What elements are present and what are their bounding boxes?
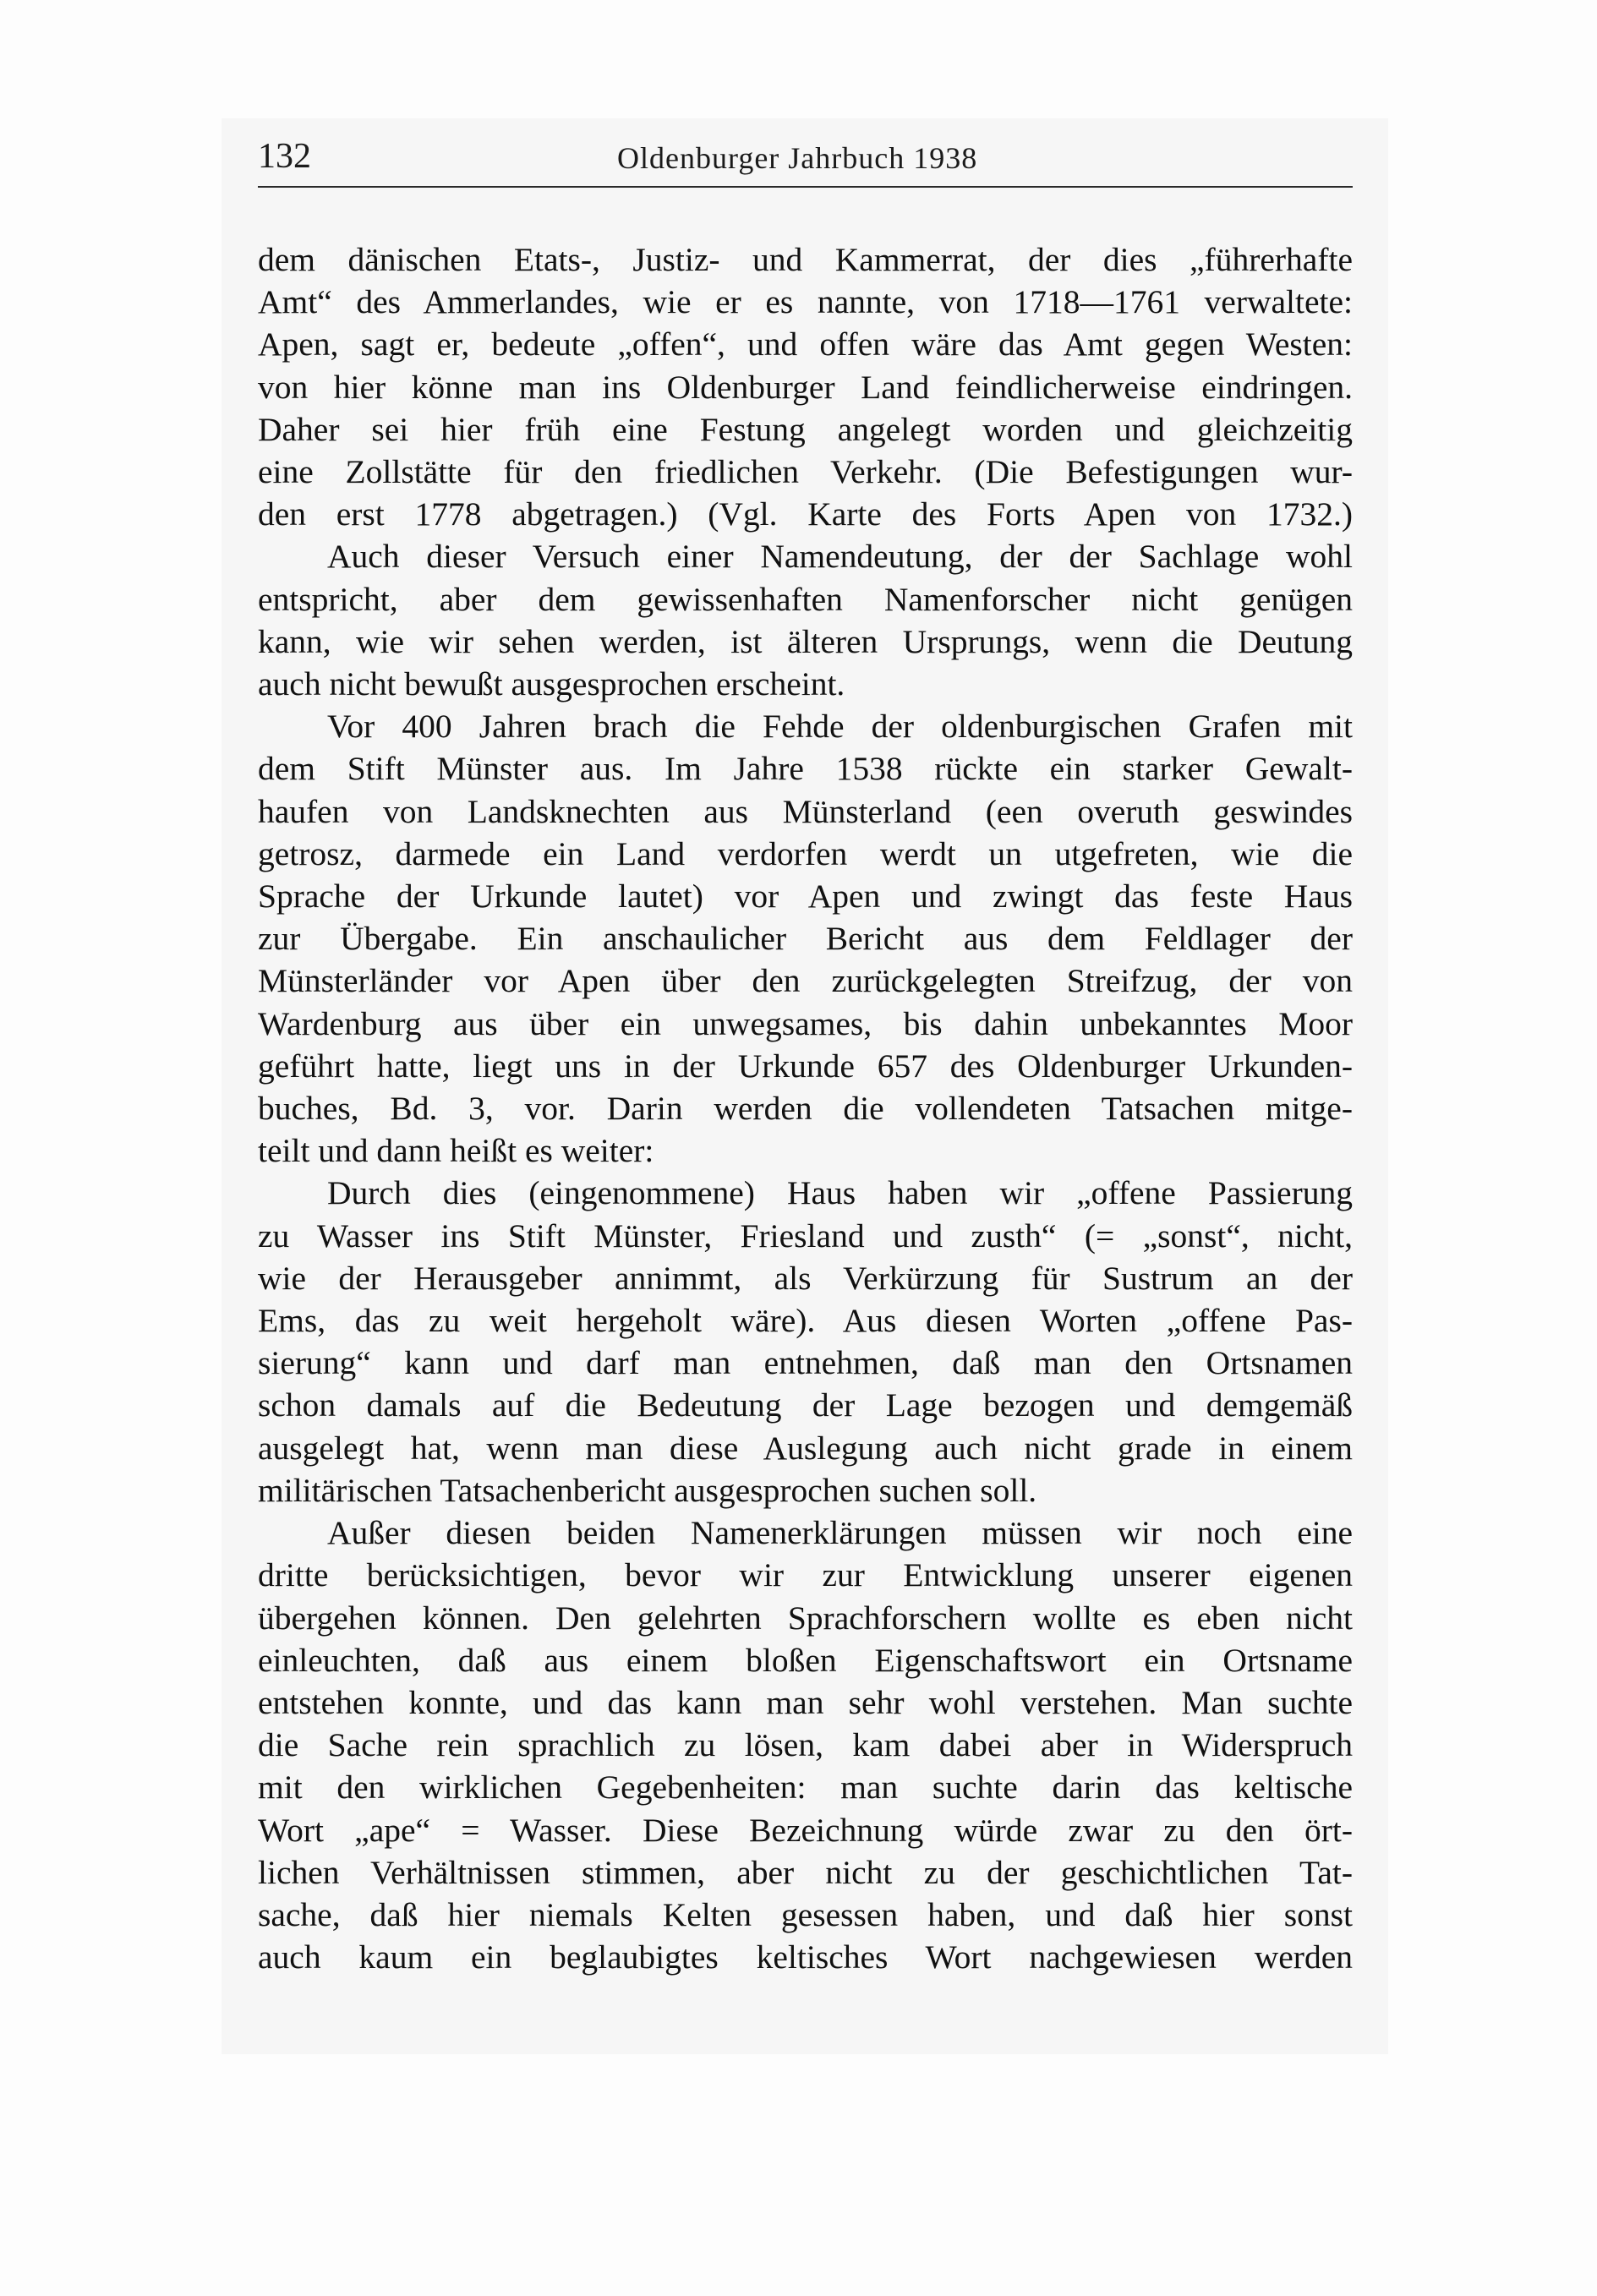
header-rule xyxy=(258,186,1353,188)
paragraph xyxy=(258,1512,1353,1978)
text-line: auch kaum ein beglaubigtes keltisches Wort nachgewiesen werden xyxy=(258,1938,1353,1976)
paragraph xyxy=(258,1172,1353,1512)
text-line: Daher sei hier früh eine Festung angelegt worden und gleichzeitig xyxy=(258,410,1353,448)
text-line: Auch dieser Versuch einer Namendeutung, der der Sachlage wohl xyxy=(327,538,1353,576)
text-line: zur Übergabe. Ein anschaulicher Bericht aus dem Feldlager der xyxy=(258,920,1353,958)
paragraph xyxy=(258,535,1353,705)
text-line: einleuchten, daß aus einem bloßen Eigenschaftswort ein Ortsname xyxy=(258,1641,1353,1679)
text-line: Ems, das zu weit hergeholt wäre). Aus diesen Worten „offene Pas- xyxy=(258,1302,1353,1340)
page-number: 132 xyxy=(258,137,311,176)
text-line: sache, daß hier niemals Kelten gesessen haben, und daß hier sonst xyxy=(258,1895,1353,1933)
text-line: Münsterländer vor Apen über den zurückgelegten Streifzug, der von xyxy=(258,962,1353,1000)
text-line: entspricht, aber dem gewissenhaften Namenforscher nicht genügen xyxy=(258,580,1353,618)
text-line: von hier könne man ins Oldenburger Land feindlicherweise eindringen. xyxy=(258,368,1353,406)
text-line: haufen von Landsknechten aus Münsterland (een overuth geswindes xyxy=(258,792,1353,830)
text-line: die Sache rein sprachlich zu lösen, kam dabei aber in Widerspruch xyxy=(258,1726,1353,1764)
text-line: Durch dies (eingenommene) Haus haben wir „offene Passierung xyxy=(327,1174,1353,1212)
paragraph xyxy=(258,238,1353,535)
text-line: teilt und dann heißt es weiter: xyxy=(258,1132,654,1170)
text-line: Wardenburg aus über ein unwegsames, bis dahin unbekanntes Moor xyxy=(258,1004,1353,1042)
text-line: wie der Herausgeber annimmt, als Verkürzung für Sustrum an der xyxy=(258,1259,1353,1297)
text-line: Wort „ape“ = Wasser. Diese Bezeichnung würde zwar zu den ört- xyxy=(258,1811,1353,1849)
text-line: mit den wirklichen Gegebenheiten: man suchte darin das keltische xyxy=(258,1768,1353,1807)
running-head: Oldenburger Jahrbuch 1938 xyxy=(617,141,978,175)
text-line: Sprache der Urkunde lautet) vor Apen und zwingt das feste Haus xyxy=(258,877,1353,916)
text-line: Vor 400 Jahren brach die Fehde der oldenburgischen Grafen mit xyxy=(327,708,1353,746)
text-line: geführt hatte, liegt uns in der Urkunde 657 des Oldenburger Urkunden- xyxy=(258,1047,1353,1085)
text-line: buches, Bd. 3, vor. Darin werden die vollendeten Tatsachen mitge- xyxy=(258,1090,1353,1128)
text-line: getrosz, darmede ein Land verdorfen werdt un utgefreten, wie die xyxy=(258,834,1353,872)
text-line: entstehen konnte, und das kann man sehr wohl verstehen. Man suchte xyxy=(258,1683,1353,1721)
text-line: militärischen Tatsachenbericht ausgesprochen suchen soll. xyxy=(258,1471,1037,1509)
text-line: kann, wie wir sehen werden, ist älteren Ursprungs, wenn die Deutung xyxy=(258,622,1353,660)
text-line: zu Wasser ins Stift Münster, Friesland und zusth“ (= „sonst“, nicht, xyxy=(258,1216,1353,1255)
text-line: sierung“ kann und darf man entnehmen, daß man den Ortsnamen xyxy=(258,1344,1353,1382)
text-line: schon damals auf die Bedeutung der Lage bezogen und demgemäß xyxy=(258,1386,1353,1424)
text-line: dritte berücksichtigen, bevor wir zur Entwicklung unserer eigenen xyxy=(258,1556,1353,1594)
text-line: lichen Verhältnissen stimmen, aber nicht zu der geschichtlichen Tat- xyxy=(258,1853,1353,1891)
text-line: Apen, sagt er, bedeute „offen“, und offen wäre das Amt gegen Westen: xyxy=(258,325,1353,364)
paragraph xyxy=(258,705,1353,1172)
text-line: auch nicht bewußt ausgesprochen erscheint. xyxy=(258,665,845,703)
text-line: ausgelegt hat, wenn man diese Auslegung auch nicht grade in einem xyxy=(258,1429,1353,1467)
text-line: Außer diesen beiden Namenerklärungen müssen wir noch eine xyxy=(327,1514,1353,1552)
text-line: den erst 1778 abgetragen.) (Vgl. Karte des Forts Apen von 1732.) xyxy=(258,495,1353,533)
body-text xyxy=(258,238,1353,1978)
text-line: Amt“ des Ammerlandes, wie er es nannte, von 1718—1761 verwaltete: xyxy=(258,283,1353,321)
text-line: dem Stift Münster aus. Im Jahre 1538 rückte ein starker Gewalt- xyxy=(258,750,1353,788)
page-header xyxy=(258,131,1353,182)
text-line: dem dänischen Etats-, Justiz- und Kammerrat, der dies „führerhafte xyxy=(258,241,1353,278)
text-line: eine Zollstätte für den friedlichen Verkehr. (Die Befestigungen wur- xyxy=(258,453,1353,491)
text-line: übergehen können. Den gelehrten Sprachforschern wollte es eben nicht xyxy=(258,1599,1353,1637)
